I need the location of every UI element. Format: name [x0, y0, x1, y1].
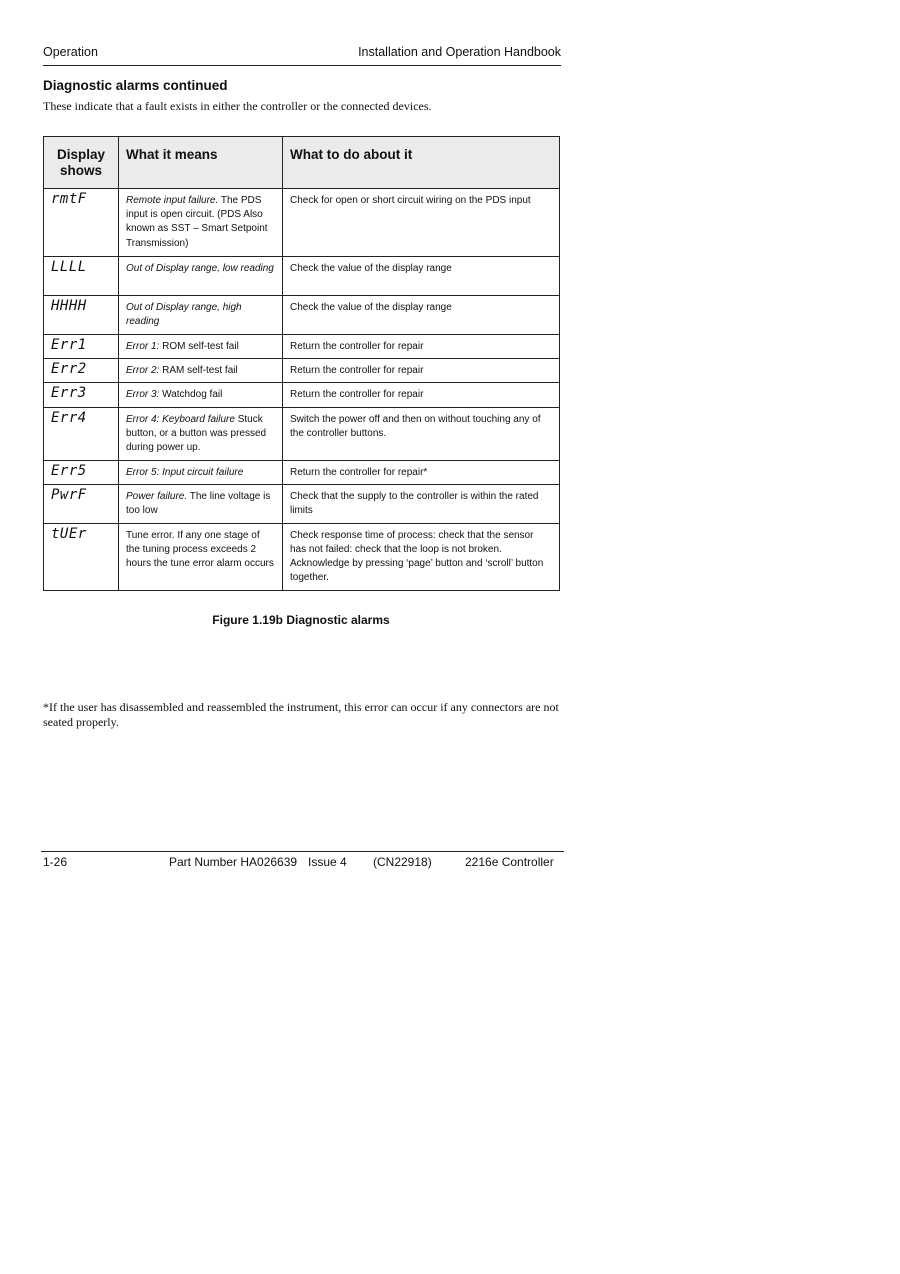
table-row	[44, 257, 560, 296]
table-row	[44, 460, 560, 484]
meaning-cell	[119, 296, 283, 335]
display-code: LLLL	[44, 257, 119, 296]
meaning-label: Error 2:	[126, 365, 160, 377]
display-code: Err5	[44, 460, 119, 484]
action-cell: Return the controller for repair	[283, 383, 560, 407]
footer-part-number: Part Number HA026639	[169, 855, 298, 869]
footer-change-number: (CN22918)	[373, 855, 432, 869]
meaning-label: Out of Display range, high reading	[126, 302, 242, 328]
footer-issue: Issue 4	[308, 855, 347, 869]
meaning-label: Error 4: Keyboard failure	[126, 413, 235, 425]
action-cell: Check the value of the display range	[283, 257, 560, 296]
meaning-text: RAM self-test fail	[159, 365, 238, 377]
meaning-text: ROM self-test fail	[159, 341, 239, 352]
display-code: tUEr	[44, 523, 119, 590]
meaning-cell	[119, 383, 283, 407]
table-row	[44, 383, 560, 407]
display-code: Err1	[44, 335, 119, 359]
meaning-cell	[119, 335, 283, 359]
footer-divider	[41, 851, 564, 852]
meaning-cell	[119, 359, 283, 383]
column-header-action: What to do about it	[283, 137, 560, 189]
display-code: PwrF	[44, 484, 119, 523]
meaning-label: Error 1:	[126, 341, 160, 352]
table-row	[44, 484, 560, 523]
action-cell: Return the controller for repair	[283, 359, 560, 383]
meaning-cell	[119, 189, 283, 257]
diagnostic-alarms-table	[43, 136, 560, 591]
table-header-row	[44, 137, 560, 189]
action-cell: Return the controller for repair*	[283, 460, 560, 484]
meaning-cell	[119, 460, 283, 484]
meaning-label: Error 3:	[126, 389, 160, 401]
meaning-label: Out of Display range, low reading	[126, 263, 274, 274]
display-code: HHHH	[44, 296, 119, 335]
meaning-text: Stuck button, or a button was pressed during power up.	[126, 413, 267, 454]
meaning-cell	[119, 407, 283, 460]
meaning-text: Tune error. If any one stage of the tuning process exceeds 2 hours the tune error alarm occurs	[126, 529, 274, 570]
table-row	[44, 296, 560, 335]
footer-product-name: 2216e Controller	[465, 855, 554, 869]
table-row	[44, 189, 560, 257]
intro-paragraph: These indicate that a fault exists in either the controller or the connected devices.	[43, 99, 432, 113]
meaning-label: Error 5: Input circuit failure	[126, 466, 244, 478]
meaning-text: Watchdog fail	[159, 389, 223, 401]
table-row	[44, 407, 560, 460]
action-cell: Switch the power off and then on without touching any of the controller buttons.	[283, 407, 560, 460]
header-section-name: Operation	[43, 45, 98, 59]
display-code: Err3	[44, 383, 119, 407]
action-cell: Check response time of process: check that the sensor has not failed: check that the loop is not broken. Acknowledge by pressing ‘page’ button and ‘scroll’ button together.	[283, 523, 560, 590]
meaning-text: The PDS input is open circuit. (PDS Also known as SST – Smart Setpoint Transmission)	[126, 195, 268, 249]
display-code: rmtF	[44, 189, 119, 257]
meaning-cell	[119, 523, 283, 590]
table-row	[44, 523, 560, 590]
meaning-cell	[119, 484, 283, 523]
footer-page-number: 1-26	[43, 855, 68, 869]
action-cell: Check for open or short circuit wiring on the PDS input	[283, 189, 560, 257]
meaning-text: The line voltage is too low	[126, 490, 271, 517]
figure-caption: Figure 1.19b Diagnostic alarms	[212, 613, 390, 627]
page-header	[43, 45, 561, 66]
action-cell: Check that the supply to the controller is within the rated limits	[283, 484, 560, 523]
column-header-meaning: What it means	[119, 137, 283, 189]
meaning-label: Power failure.	[126, 490, 188, 502]
meaning-cell	[119, 257, 283, 296]
footnote: *If the user has disassembled and reassembled the instrument, this error can occur if any connectors are not seated properly.	[43, 700, 559, 729]
column-header-display: Display shows	[44, 137, 119, 189]
display-code: Err4	[44, 407, 119, 460]
display-code: Err2	[44, 359, 119, 383]
section-title: Diagnostic alarms continued	[43, 78, 228, 93]
table-row	[44, 359, 560, 383]
table-row	[44, 335, 560, 359]
action-cell: Return the controller for repair	[283, 335, 560, 359]
meaning-label: Remote input failure.	[126, 195, 219, 206]
header-document-title: Installation and Operation Handbook	[358, 45, 561, 59]
action-cell: Check the value of the display range	[283, 296, 560, 335]
